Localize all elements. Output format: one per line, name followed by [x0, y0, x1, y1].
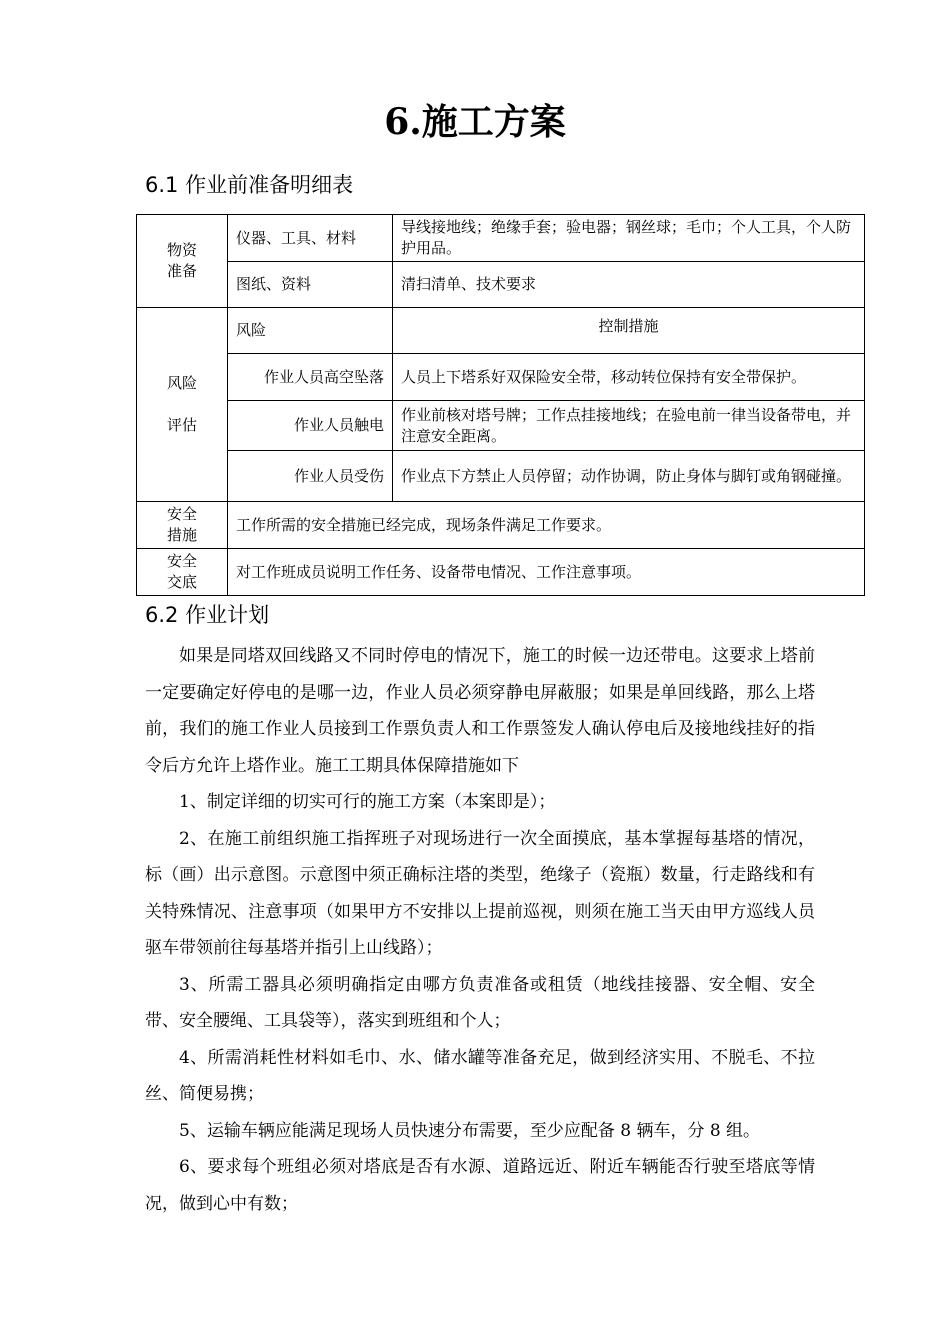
safety-briefing-label: 安全 交底 — [137, 549, 228, 596]
paragraph: 2、在施工前组织施工指挥班子对现场进行一次全面摸底，基本掌握每基塔的情况，标（画）出示意图。示意图中须正确标注塔的类型，绝缘子（瓷瓶）数量，行走路线和有关特殊情况、注意事项（如果甲方不安排以上提前巡视，则须在施工当天由甲方巡线人员驱车带领前往每基塔并指引上山线路）； — [145, 828, 815, 958]
paragraph: 5、运输车辆应能满足现场人员快速分布需要，至少应配备 8 辆车，分 8 组。 — [179, 1120, 761, 1141]
section-heading-work-plan: 6.2 作业计划 — [145, 603, 270, 627]
risk-measure: 作业点下方禁止人员停留；动作协调，防止身体与脚钉或角钢碰撞。 — [393, 451, 865, 502]
material-item: 图纸、资料 — [228, 262, 393, 308]
risk-measure: 作业前核对塔号牌；工作点挂接地线；在验电前一律当设备带电，并注意安全距离。 — [393, 401, 865, 451]
section-heading-preparation: 6.1 作业前准备明细表 — [145, 173, 354, 197]
table-row — [137, 354, 865, 401]
measure-header: 控制措施 — [393, 308, 865, 354]
material-detail: 清扫清单、技术要求 — [393, 262, 865, 308]
table-row — [137, 401, 865, 451]
paragraph: 4、所需消耗性材料如毛巾、水、储水罐等准备充足，做到经济实用、不脱毛、不拉丝、简便易携； — [145, 1047, 815, 1104]
safety-briefing-detail: 对工作班成员说明工作任务、设备带电情况、工作注意事项。 — [228, 549, 865, 596]
work-plan-body — [145, 638, 815, 1222]
table-row — [137, 262, 865, 308]
document-title: 6.施工方案 — [384, 101, 566, 143]
risk-item: 作业人员高空坠落 — [228, 354, 393, 401]
table-row — [137, 502, 865, 549]
preparation-table — [136, 214, 865, 596]
paragraph: 3、所需工器具必须明确指定由哪方负责准备或租赁（地线挂接器、安全帽、安全带、安全腰绳、工具袋等），落实到班组和个人； — [145, 974, 815, 1031]
material-group-label: 物资 准备 — [137, 215, 228, 308]
table-row — [137, 215, 865, 262]
table-row — [137, 308, 865, 354]
risk-measure: 人员上下塔系好双保险安全带，移动转位保持有安全带保护。 — [393, 354, 865, 401]
table-row — [137, 451, 865, 502]
paragraph: 1、制定详细的切实可行的施工方案（本案即是）； — [179, 792, 556, 812]
safety-measures-detail: 工作所需的安全措施已经完成，现场条件满足工作要求。 — [228, 502, 865, 549]
paragraph: 如果是同塔双回线路又不同时停电的情况下，施工的时候一边还带电。这要求上塔前一定要确定好停电的是哪一边，作业人员必须穿静电屏蔽服；如果是单回线路，那么上塔前，我们的施工作业人员接到工作票负责人和工作票签发人确认停电后及接地线挂好的指令后方允许上塔作业。施工工期具体保障措施如下 — [145, 646, 815, 776]
safety-measures-label: 安全 措施 — [137, 502, 228, 549]
paragraph: 6、要求每个班组必须对塔底是否有水源、道路远近、附近车辆能否行驶至塔底等情况，做到心中有数； — [145, 1157, 815, 1214]
material-item: 仪器、工具、材料 — [228, 215, 393, 262]
material-detail: 导线接地线；绝缘手套；验电器；钢丝球；毛巾；个人工具，个人防护用品。 — [393, 215, 865, 262]
risk-group-label: 风险 评估 — [137, 308, 228, 502]
table-row — [137, 549, 865, 596]
risk-item: 作业人员受伤 — [228, 451, 393, 502]
risk-item: 作业人员触电 — [228, 401, 393, 451]
risk-header: 风险 — [228, 308, 393, 354]
